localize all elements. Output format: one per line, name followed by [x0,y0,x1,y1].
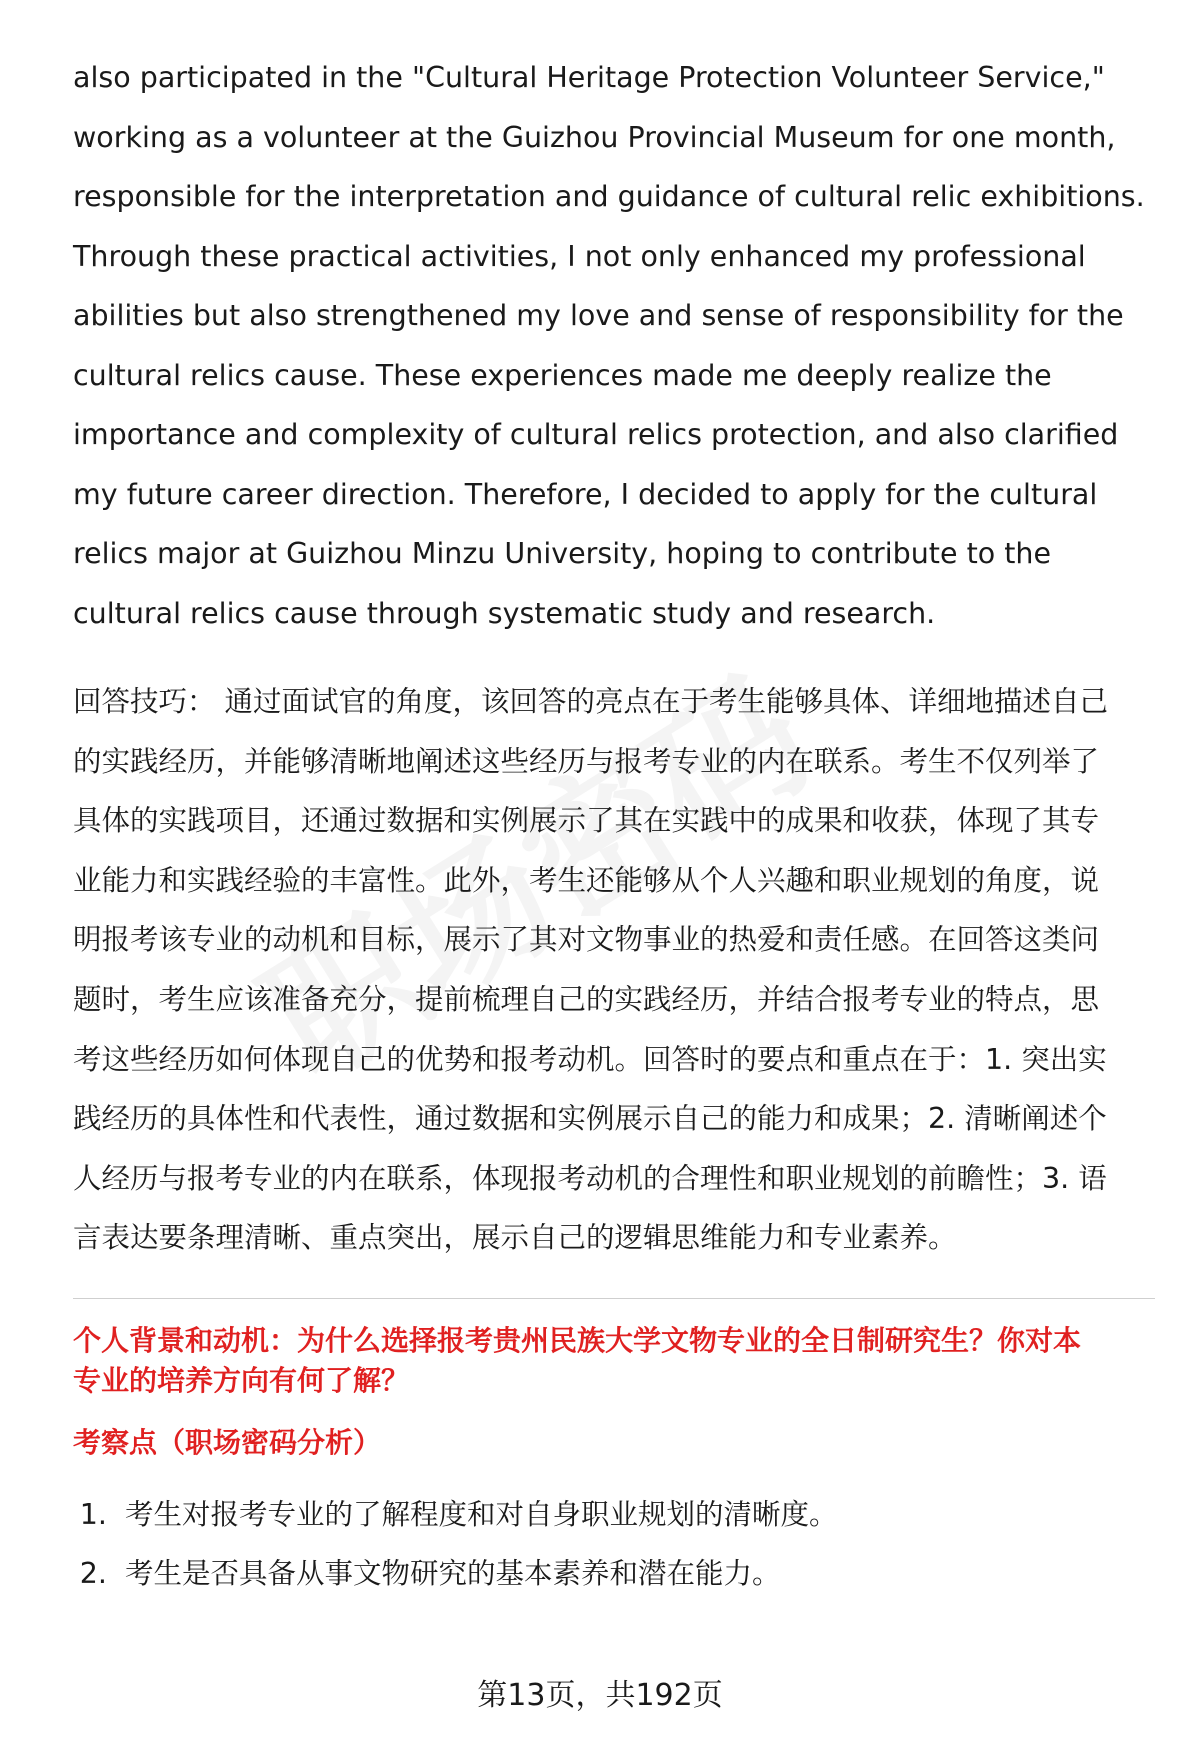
question-line: 个人背景和动机：为什么选择报考贵州民族大学文物专业的全日制研究生？你对本 [73,1323,1082,1357]
paragraph-line: 的实践经历，并能够清晰地阐述这些经历与报考专业的内在联系。考生不仅列举了 [73,744,1100,778]
question-line: 专业的培养方向有何了解？ [73,1363,410,1397]
paragraph-line: cultural relics cause. These experiences made me deeply realize the [73,358,1052,392]
list-number: 2. [79,1556,107,1590]
paragraph-line: 人经历与报考专业的内在联系，体现报考动机的合理性和职业规划的前瞻性；3. 语 [73,1161,1107,1195]
page-number-footer: 第13页，共192页 [477,1678,723,1713]
paragraph-line: relics major at Guizhou Minzu University, hoping to contribute to the [73,537,1052,570]
paragraph-line: Through these practical activities, I not only enhanced my professional [73,239,1086,273]
paragraph-line: 言表达要条理清晰、重点突出，展示自己的逻辑思维能力和专业素养。 [73,1221,957,1255]
question-heading [73,1321,1153,1401]
paragraph-line: 具体的实践项目，还通过数据和实例展示了其在实践中的成果和收获，体现了其专 [73,804,1100,838]
list-item [73,1544,1153,1603]
paragraph-line: 回答技巧： 通过面试官的角度，该回答的亮点在于考生能够具体、详细地描述自己 [73,685,1109,718]
section-divider [73,1298,1155,1299]
list-text: 考生对报考专业的了解程度和对自身职业规划的清晰度。 [125,1497,838,1531]
assessment-points-list [73,1485,1153,1603]
paragraph-line: importance and complexity of cultural relics protection, and also clarified [73,418,1119,451]
paragraph-line: cultural relics cause through systematic study and research. [73,596,936,630]
list-number: 1. [79,1497,107,1531]
paragraph-line: abilities but also strengthened my love and sense of responsibility for the [73,299,1124,332]
paragraph-line: working as a volunteer at the Guizhou Provincial Museum for one month, [73,120,1116,154]
paragraph-line: 题时，考生应该准备充分，提前梳理自己的实践经历，并结合报考专业的特点，思 [73,982,1100,1016]
paragraph-line: my future career direction. Therefore, I decided to apply for the cultural [73,477,1098,511]
tips-paragraph [73,672,1153,1268]
english-paragraph [73,48,1153,643]
paragraph-line: also participated in the "Cultural Heritage Protection Volunteer Service," [73,61,1105,94]
paragraph-line: 明报考该专业的动机和目标，展示了其对文物事业的热爱和责任感。在回答这类问 [73,923,1100,957]
document-page [73,48,1153,1619]
paragraph-line: responsible for the interpretation and guidance of cultural relic exhibitions. [73,180,1145,213]
paragraph-line: 考这些经历如何体现自己的优势和报考动机。回答时的要点和重点在于：1. 突出实 [73,1042,1107,1076]
paragraph-line: 业能力和实践经验的丰富性。此外，考生还能够从个人兴趣和职业规划的角度，说 [73,863,1100,897]
list-item [73,1485,1153,1544]
list-text: 考生是否具备从事文物研究的基本素养和潜在能力。 [125,1556,781,1590]
assessment-points-heading: 考察点（职场密码分析） [73,1425,382,1459]
paragraph-line: 践经历的具体性和代表性，通过数据和实例展示自己的能力和成果；2. 清晰阐述个 [73,1102,1107,1136]
